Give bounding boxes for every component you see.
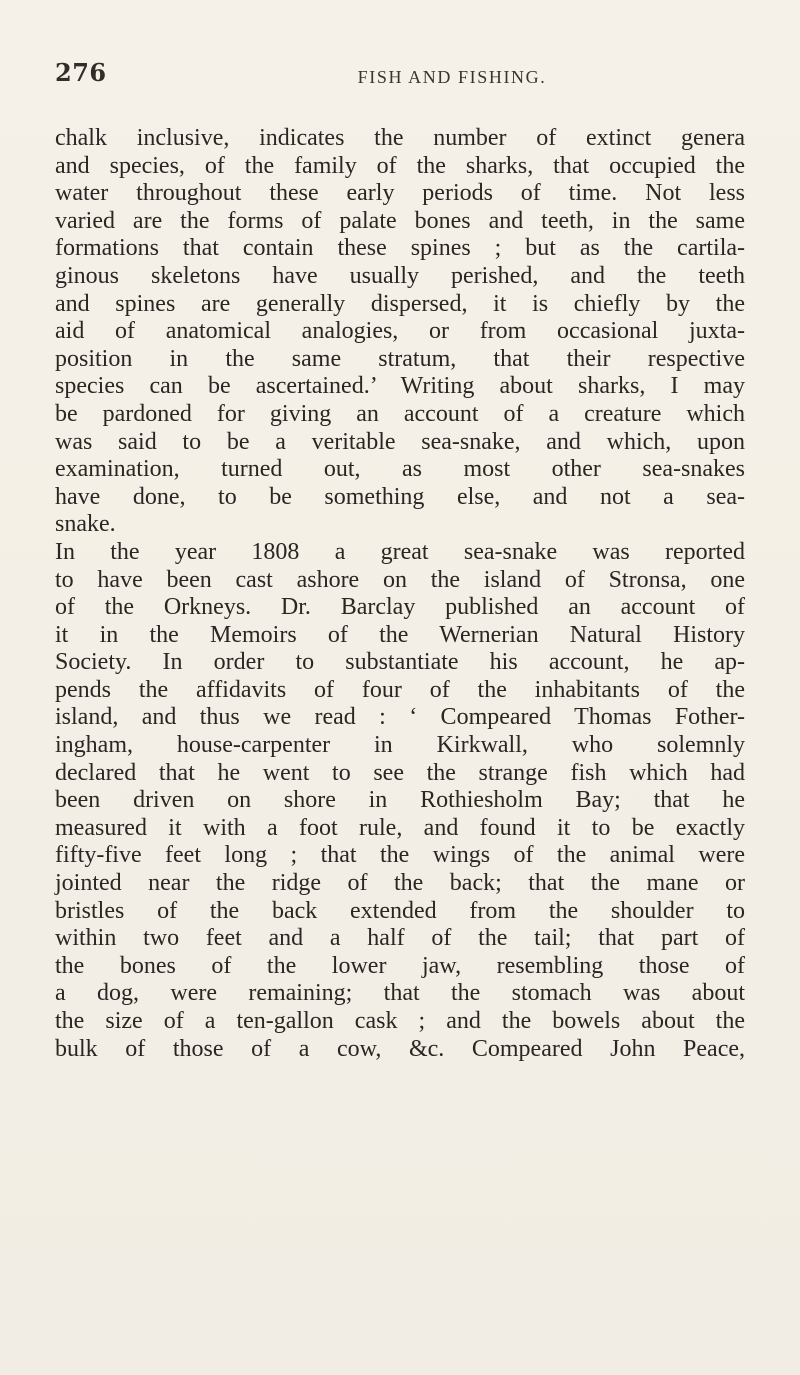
text-line: bristles of the back extended from the shoulder to [55, 897, 745, 924]
text-line: pends the affidavits of four of the inhabitants of the [55, 676, 745, 703]
text-line: island, and thus we read : ‘ Compeared Thomas Fother- [55, 704, 745, 731]
text-line: formations that contain these spines ; but as the cartila- [55, 235, 745, 262]
text-line: declared that he went to see the strange fish which had [55, 759, 745, 786]
text-line: jointed near the ridge of the back; that the mane or [55, 870, 745, 897]
paragraph-start-line: In the year 1808 a great sea-snake was reported [55, 538, 745, 565]
text-line: be pardoned for giving an account of a creature which [55, 400, 745, 427]
text-line: of the Orkneys. Dr. Barclay published an account of [55, 594, 745, 621]
text-line: ginous skeletons have usually perished, and the teeth [55, 262, 745, 289]
text-line: chalk inclusive, indicates the number of extinct genera [55, 125, 745, 151]
text-line: examination, turned out, as most other sea-snakes [55, 456, 745, 483]
text-line: position in the same stratum, that their respective [55, 345, 745, 372]
text-line: within two feet and a half of the tail; that part of [55, 925, 745, 952]
text-line: the bones of the lower jaw, resembling those of [55, 952, 745, 979]
text-line: aid of anatomical analogies, or from occasional juxta- [55, 318, 745, 345]
text-line: varied are the forms of palate bones and teeth, in the same [55, 207, 745, 234]
text-line: bulk of those of a cow, &c. Compeared John Peace, [55, 1035, 745, 1062]
text-line: measured it with a foot rule, and found it to be exactly [55, 814, 745, 841]
text-line: the size of a ten-gallon cask ; and the bowels about the [55, 1008, 745, 1034]
running-head: FISH AND FISHING. [357, 67, 547, 87]
page-header [55, 58, 745, 118]
text-line: was said to be a veritable sea-snake, and which, upon [55, 428, 745, 455]
text-line: fifty-five feet long ; that the wings of the animal were [55, 842, 745, 869]
text-line: and species, of the family of the sharks, that occupied the [55, 152, 745, 179]
text-line: been driven on shore in Rothiesholm Bay; that he [55, 787, 745, 814]
text-line: a dog, were remaining; that the stomach was about [55, 980, 745, 1007]
text-line: snake. [55, 511, 116, 538]
text-line: to have been cast ashore on the island of Stronsa, one [55, 566, 745, 593]
text-line: ingham, house-carpenter in Kirkwall, who solemnly [55, 732, 745, 759]
text-line: have done, to be something else, and not a sea- [55, 483, 745, 510]
page-number: 276 [55, 58, 107, 87]
text-line: Society. In order to substantiate his account, he ap- [55, 649, 745, 676]
text-line: and spines are generally dispersed, it is chiefly by the [55, 290, 745, 317]
text-line: it in the Memoirs of the Wernerian Natural History [55, 621, 745, 648]
text-line: water throughout these early periods of time. Not less [55, 180, 745, 207]
text-line: species can be ascertained.’ Writing about sharks, I may [55, 373, 745, 400]
body-text [55, 125, 745, 1063]
